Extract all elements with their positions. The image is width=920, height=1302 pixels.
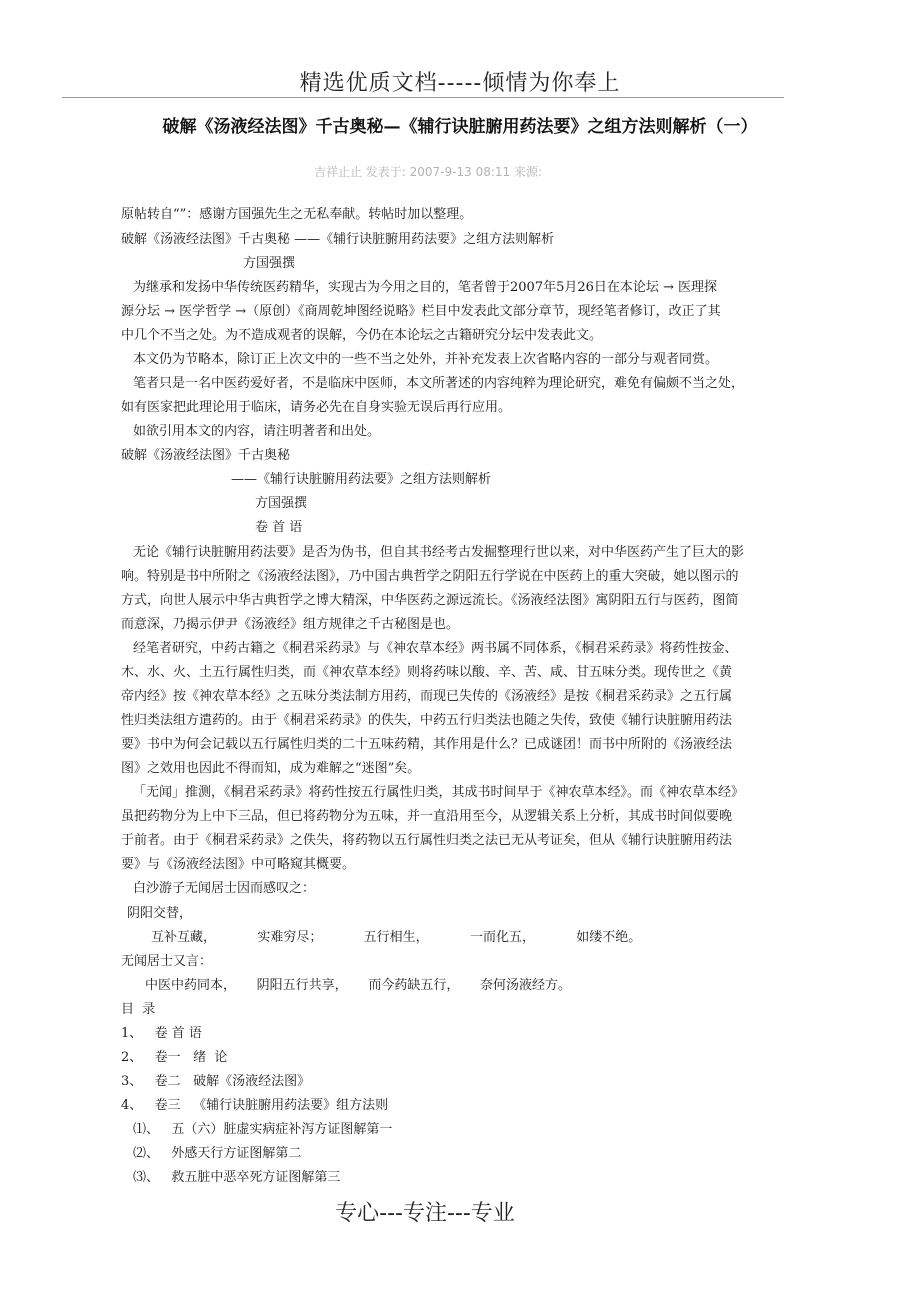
- body-line: 而意深，乃揭示伊尹《汤液经》组方规律之千古秘图是也。: [121, 617, 460, 632]
- page-header: 精选优质文档-----倾情为你奉上: [299, 71, 621, 96]
- body-line: 性归类法组方遣药的。由于《桐君采药录》的佚失，中药五行归类法也随之失传，致使《辅行诀脏腑用药法: [121, 713, 733, 728]
- body-line: 如欲引用本文的内容，请注明著者和出处。: [133, 424, 381, 439]
- body-line: 木、水、火、土五行属性归类，而《神农草本经》则将药味以酸、辛、苦、咸、甘五味分类。现传世之《黄: [121, 665, 733, 680]
- body-line: 帝内经》按《神农草本经》之五味分类法制方用药，而现已失传的《汤液经》是按《桐君采药录》之五行属: [121, 689, 733, 704]
- body-line: 阴阳交替，: [127, 906, 193, 921]
- body-line: 要》书中为何会记载以五行属性归类的二十五味药精，其作用是什么？已成谜团！而书中所附的《汤液经法: [121, 737, 733, 752]
- body-line: 中几个不当之处。为不造成观者的误解，今仍在本论坛之古籍研究分坛中发表此文。: [121, 328, 603, 343]
- body-line: 虽把药物分为上中下三品，但已将药物分为五味，并一直沿用至今，从逻辑关系上分析，其成书时间似要晚: [121, 809, 733, 824]
- toc-item: 3、 卷二 破解《汤液经法图》: [121, 1074, 311, 1089]
- body-line: 破解《汤液经法图》千古奥秘: [121, 448, 291, 463]
- toc-item: 2、 卷一 绪 论: [121, 1050, 228, 1065]
- body-line: 方国强撰: [243, 256, 296, 271]
- body-line: 方式，向世人展示中华古典哲学之博大精深，中华医药之源远流长。《汤液经法图》寓阴阳五行与医药，图简: [121, 593, 739, 608]
- body-line: 无闻居士又言：: [121, 954, 213, 969]
- body-line: 「无闻」推测，《桐君采药录》将药性按五行属性归类，其成书时间早于《神农草本经》。而《神农草本经》: [133, 785, 745, 800]
- body-line: 经笔者研究，中药古籍之《桐君采药录》与《神农草本经》两书属不同体系，《桐君采药录》将药性按金、: [133, 641, 738, 656]
- body-line: ——《辅行诀脏腑用药法要》之组方法则解析: [231, 472, 492, 487]
- body-line: 于前者。由于《桐君采药录》之佚失，将药物以五行属性归类之法已无从考证矣，但从《辅行诀脏腑用药法: [121, 833, 733, 848]
- toc-subitem: ⑵、 外感天行方证图解第二: [133, 1146, 302, 1161]
- toc-item: 1、 卷 首 语: [121, 1026, 202, 1041]
- page-footer: 专心---专注---专业: [335, 1201, 515, 1226]
- body-line: 笔者只是一名中医药爱好者，不是临床中医师，本文所著述的内容纯粹为理论研究，难免有偏颇不当之处，: [133, 376, 745, 391]
- header-divider: [62, 97, 784, 98]
- toc-heading: 目 录: [121, 1002, 156, 1017]
- body-line: 无论《辅行诀脏腑用药法要》是否为伪书，但自其书经考古发掘整理行世以来，对中华医药产生了巨大的影: [133, 545, 745, 560]
- body-line: 响。特别是书中所附之《汤液经法图》，乃中国古典哲学之阴阳五行学说在中医药上的重大突破，她以图示的: [121, 569, 739, 584]
- body-line: 互补互藏， 实难穷尽； 五行相生， 一而化五， 如缕不绝。: [151, 930, 642, 945]
- toc-subitem: ⑶、 救五脏中恶卒死方证图解第三: [133, 1170, 341, 1185]
- article-title: 破解《汤液经法图》千古奥秘—《辅行诀脏腑用药法要》之组方法则解析（一）: [162, 117, 758, 137]
- toc-item: 4、 卷三 《辅行诀脏腑用药法要》组方法则: [121, 1098, 389, 1113]
- body-line: 要》与《汤液经法图》中可略窥其概要。: [121, 857, 356, 872]
- body-line: 卷 首 语: [255, 520, 303, 535]
- body-line: 为继承和发扬中华传统医药精华，实现古为今用之目的，笔者曾于2007年5月26日在本论坛 → 医理探: [133, 280, 718, 295]
- body-line: 中医中药同本， 阴阳五行共享， 而今药缺五行， 奈何汤液经方。: [145, 978, 571, 993]
- body-line: 如有医家把此理论用于临床，请务必先在自身实验无误后再行应用。: [121, 400, 512, 415]
- toc-subitem: ⑴、 五（六）脏虚实病症补泻方证图解第一: [133, 1122, 393, 1137]
- body-line: 源分坛 → 医学哲学 →（原创）《商周乾坤图经说略》栏目中发表此文部分章节，现经笔者修订，改正了其: [121, 304, 721, 319]
- body-line: 原帖转自“”：感谢方国强先生之无私奉献。转帖时加以整理。: [121, 207, 473, 222]
- body-line: 方国强撰: [255, 496, 308, 511]
- body-line: 白沙游子无闻居士因而感叹之：: [133, 881, 316, 896]
- post-meta: 吉祥止止 发表于: 2007-9-13 08:11 来源:: [313, 165, 543, 179]
- body-line: 破解《汤液经法图》千古奥秘 ——《辅行诀脏腑用药法要》之组方法则解析: [121, 232, 555, 247]
- body-line: 图》之效用也因此不得而知，成为难解之“迷图”矣。: [121, 761, 421, 776]
- body-line: 本文仍为节略本，除订正上次文中的一些不当之处外，并补充发表上次省略内容的一部分与观者同赏。: [133, 352, 719, 367]
